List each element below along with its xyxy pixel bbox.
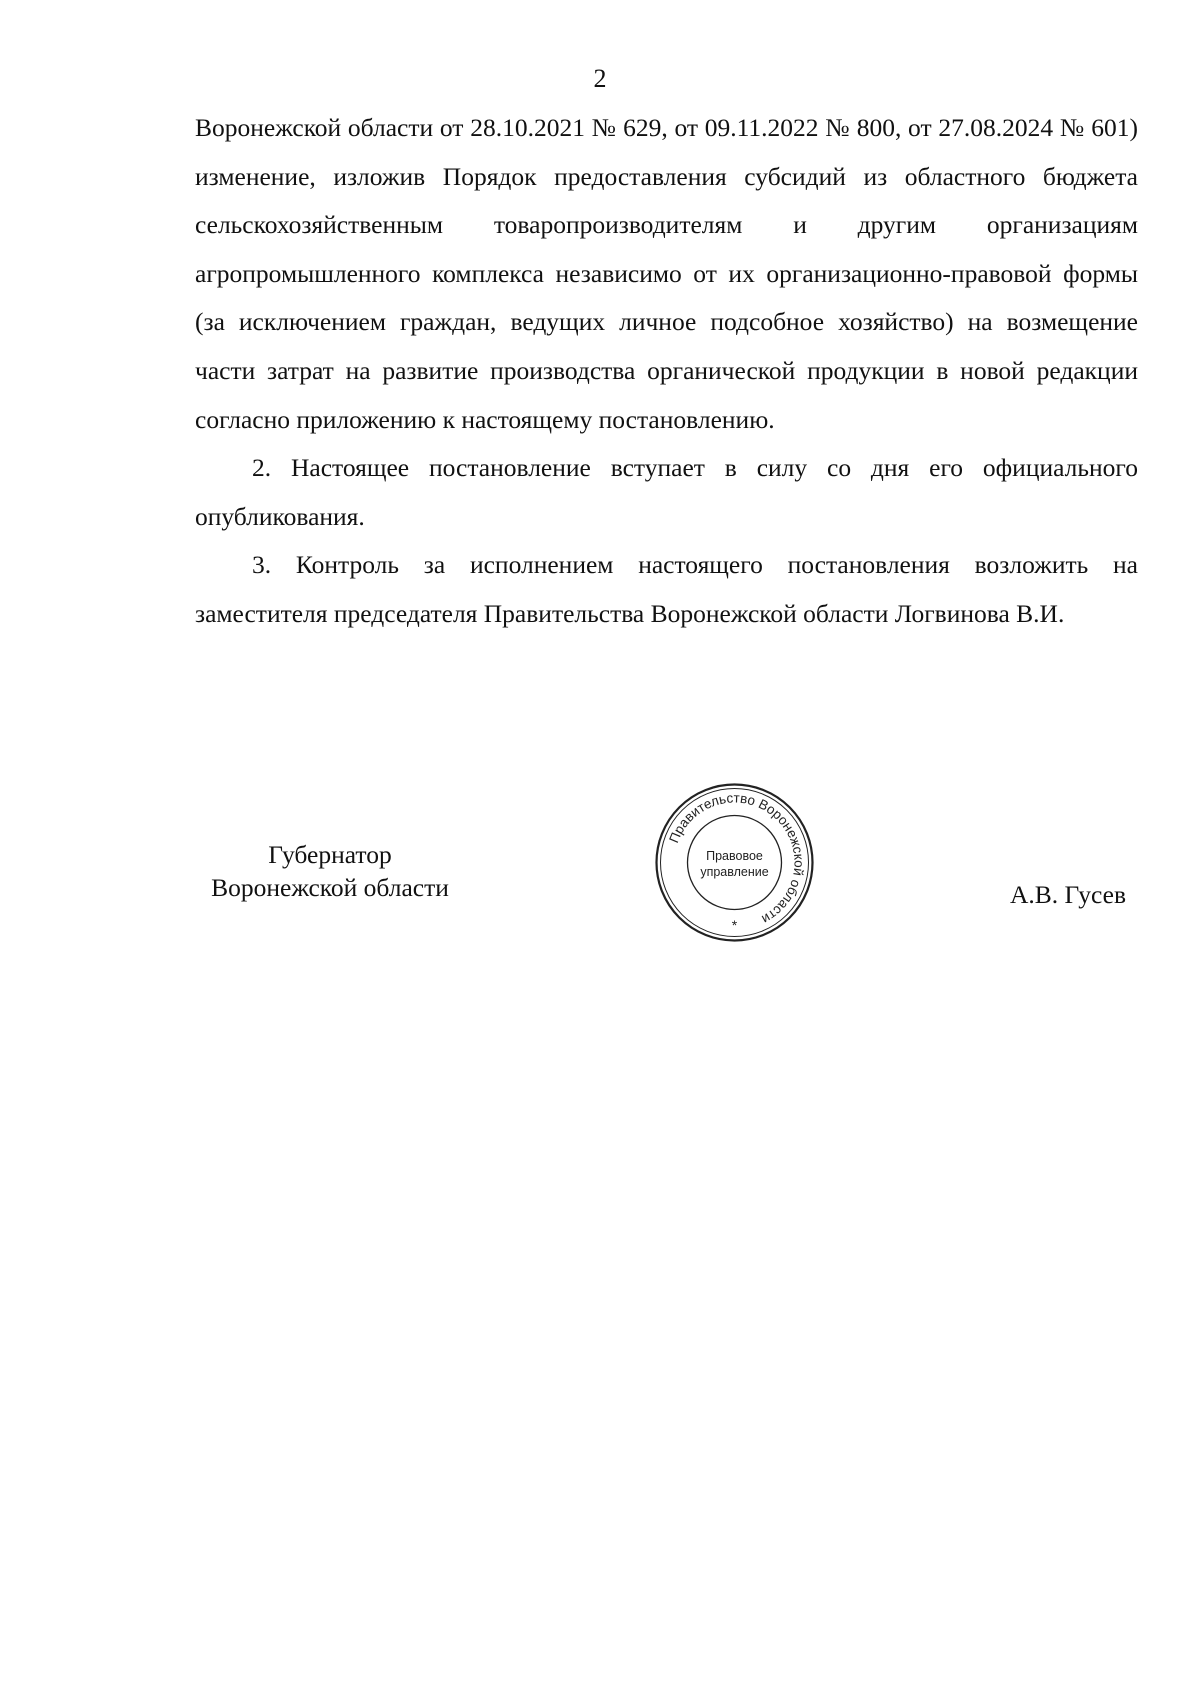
signatory-title-line2: Воронежской области: [211, 873, 449, 902]
official-stamp: [652, 780, 817, 945]
page-number: 2: [593, 64, 607, 93]
stamp-ring-text: Правительство Воронежской области: [666, 790, 807, 928]
stamp-center-line1: Правовое: [706, 849, 763, 863]
stamp-star: *: [731, 917, 738, 933]
paragraph-continuation: Воронежской области от 28.10.2021 № 629, от 09.11.2022 № 800, от 27.08.2024 № 601) изменение, изложив Порядок предоставления субсидий из областного бюджета сельскохозяйственным товаропроизводителям и другим организациям агропромышленного комплекса независимо от их организационно-правовой формы (за исключением граждан, ведущих личное подсобное хозяйство) на возмещение части затрат на развитие производства органической продукции в новой редакции согласно приложению к настоящему постановлению.: [195, 113, 1138, 434]
signatory-title-line1: Губернатор: [268, 840, 392, 869]
signatory-name: А.В. Гусев: [1009, 880, 1126, 909]
stamp-center-line2: управление: [700, 865, 769, 879]
document-body: [195, 104, 1138, 639]
signatory-title: [195, 838, 465, 904]
paragraph-2: 2. Настоящее постановление вступает в силу со дня его официального опубликования.: [195, 453, 1138, 531]
paragraph-3: 3. Контроль за исполнением настоящего постановления возложить на заместителя председателя Правительства Воронежской области Логвинова В.И.: [195, 550, 1138, 628]
